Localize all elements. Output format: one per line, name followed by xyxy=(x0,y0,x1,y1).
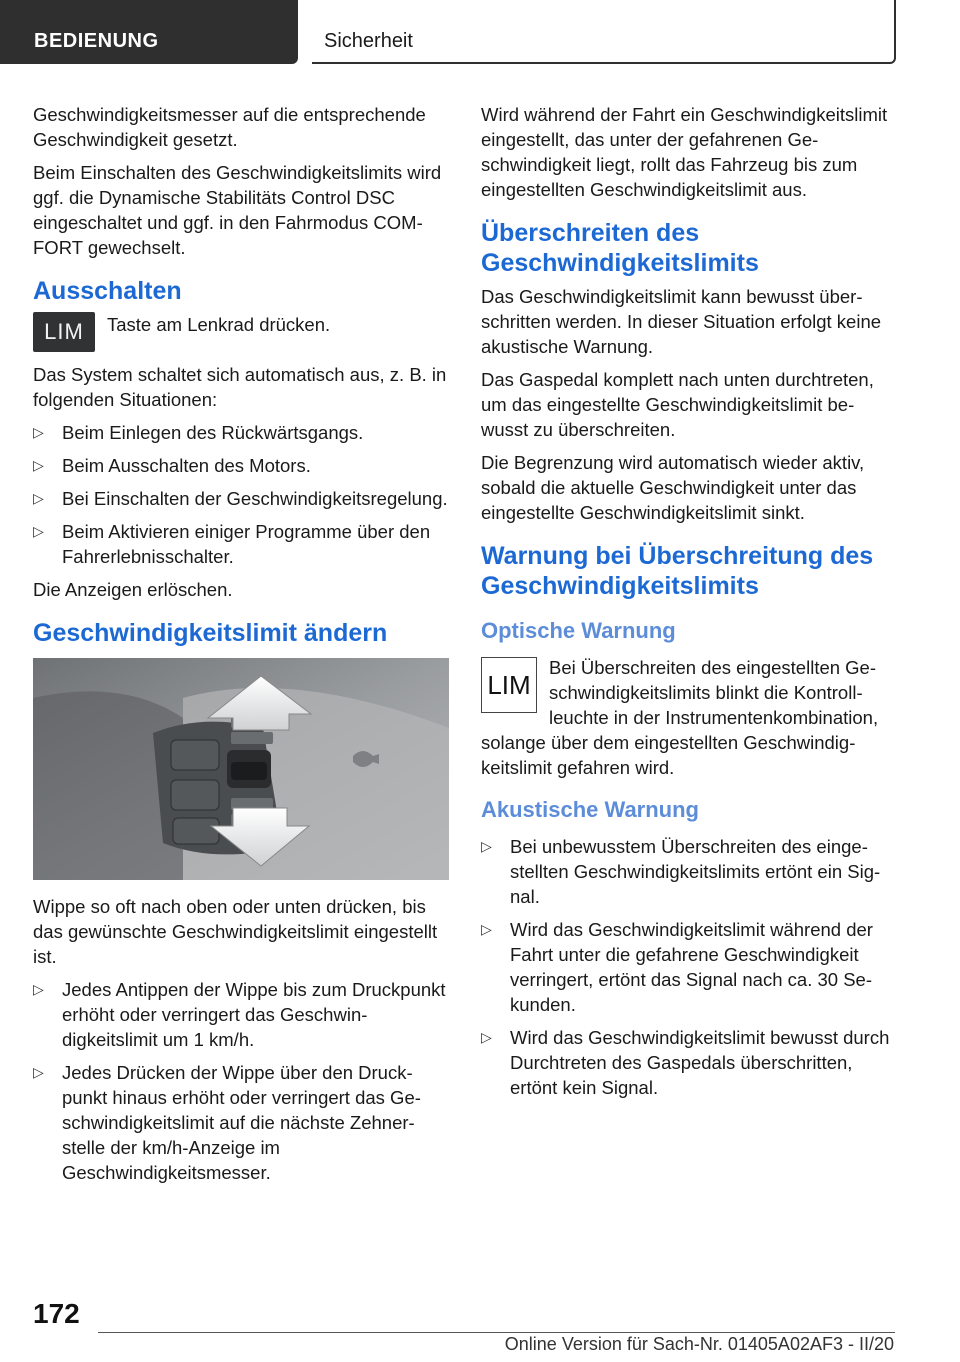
list-item: ▷ Bei Einschalten der Geschwindigkeitsregelung. xyxy=(33,488,448,509)
bullet-icon: ▷ xyxy=(33,424,44,440)
heading-akustische-warnung: Akustische Warnung xyxy=(481,797,699,822)
heading-ausschalten: Ausschalten xyxy=(33,277,182,305)
list-item: ▷ Wird das Geschwindigkeitslimit bewusst durch Durchtreten des Gaspedals überschritten, ertönt kein Signal. xyxy=(481,1027,890,1098)
bullet-icon: ▷ xyxy=(33,490,44,506)
paragraph: Die Begrenzung wird automatisch wieder aktiv, sobald die aktuelle Geschwindigkeit unter das eingestellte Geschwindigkeitslimit sinkt. xyxy=(481,452,865,523)
lim-indicator-icon: LIM xyxy=(481,657,537,713)
paragraph: Das Gaspedal komplett nach unten durchtreten, um das eingestellte Geschwindigkeitslimit bewusst zu überschreiten. xyxy=(481,369,874,440)
bullet-icon: ▷ xyxy=(33,457,44,473)
optical-warning-block xyxy=(481,655,895,780)
bullet-icon: ▷ xyxy=(33,1064,44,1080)
heading-optische-warnung: Optische Warnung xyxy=(481,618,676,643)
paragraph: Die Anzeigen erlöschen. xyxy=(33,579,233,600)
paragraph: Wird während der Fahrt ein Geschwindigkeitslimit eingestellt, das unter der gefahrenen Geschwindigkeit liegt, rollt das Fahrzeug bis zum eingestellten Geschwindigkeitslimit aus. xyxy=(481,104,888,200)
section-header xyxy=(312,0,896,64)
lim-button-instruction xyxy=(33,312,449,354)
section-title: Sicherheit xyxy=(324,30,413,52)
rocker-list xyxy=(33,977,449,1185)
list-item: ▷ Jedes Drücken der Wippe über den Druckpunkt hinaus erhöht oder verringert das Geschwindigkeitslimit auf die nächste Zehnerstelle der km/h-Anzeige im Geschwindigkeitsmesser. xyxy=(33,1062,421,1183)
footer-divider xyxy=(98,1332,895,1333)
page-number: 172 xyxy=(33,1298,80,1329)
paragraph: Das System schaltet sich automatisch aus, z. B. in folgenden Situationen: xyxy=(33,364,447,410)
steering-wheel-rocker-photo xyxy=(33,658,449,880)
list-item: ▷ Wird das Geschwindigkeitslimit während der Fahrt unter die gefahrene Geschwindigkeit verringert, ertönt das Signal nach ca. 30 Sekunden. xyxy=(481,919,873,1015)
list-item: ▷ Beim Einlegen des Rückwärtsgangs. xyxy=(33,422,364,443)
paragraph: Beim Einschalten des Geschwindigkeitslimits wird ggf. die Dynamische Stabilitäts Control DSC eingeschaltet und ggf. in den Fahrmodus COMFORT gewechselt. xyxy=(33,162,442,258)
list-item: ▷ Beim Ausschalten des Motors. xyxy=(33,455,311,476)
list-item: ▷ Beim Aktivieren einiger Programme über den Fahrerlebnisschalter. xyxy=(33,521,431,567)
chapter-tab xyxy=(0,0,298,64)
paragraph: Bei Überschreiten des eingestellten Geschwindigkeitslimits blinkt die Kontrollleuchte in der Instrumentenkombination, solange über dem eingestellten Geschwindigkeitslimit gefahren wird. xyxy=(481,657,879,778)
lim-button-icon: LIM xyxy=(33,312,95,352)
situation-list xyxy=(33,420,449,569)
acoustic-list xyxy=(481,834,895,1100)
list-item: ▷ Bei unbewusstem Überschreiten des eingestellten Geschwindigkeitslimits ertönt ein Signal. xyxy=(481,836,881,907)
left-column xyxy=(33,102,449,1193)
bullet-icon: ▷ xyxy=(481,1029,492,1045)
heading-limit-aendern: Geschwindigkeitslimit ändern xyxy=(33,619,388,647)
heading-ueberschreiten: Überschreiten des Geschwindigkeitslimits xyxy=(481,219,759,277)
bullet-icon: ▷ xyxy=(481,921,492,937)
paragraph: Geschwindigkeitsmesser auf die entsprechende Geschwindigkeit gesetzt. xyxy=(33,104,426,150)
steering-wheel-illustration xyxy=(33,658,449,880)
bullet-icon: ▷ xyxy=(481,838,492,854)
instruction-text: Taste am Lenkrad drücken. xyxy=(107,314,331,335)
bullet-icon: ▷ xyxy=(33,523,44,539)
list-item: ▷ Jedes Antippen der Wippe bis zum Druckpunkt erhöht oder verringert das Geschwindigkeitslimit um 1 km/h. xyxy=(33,979,446,1050)
online-version-note: Online Version für Sach-Nr. 01405A02AF3 - II/20 xyxy=(504,1334,894,1354)
chapter-title: BEDIENUNG xyxy=(34,30,159,52)
bullet-icon: ▷ xyxy=(33,981,44,997)
right-column xyxy=(481,102,895,1108)
paragraph: Das Geschwindigkeitslimit kann bewusst überschritten werden. In dieser Situation erfolgt keine akustische Warnung. xyxy=(481,286,882,357)
paragraph: Wippe so oft nach oben oder unten drücken, bis das gewünschte Geschwindigkeitslimit eingestellt ist. xyxy=(33,896,438,967)
heading-warnung: Warnung bei Überschreitung des Geschwindigkeitslimits xyxy=(481,542,874,600)
